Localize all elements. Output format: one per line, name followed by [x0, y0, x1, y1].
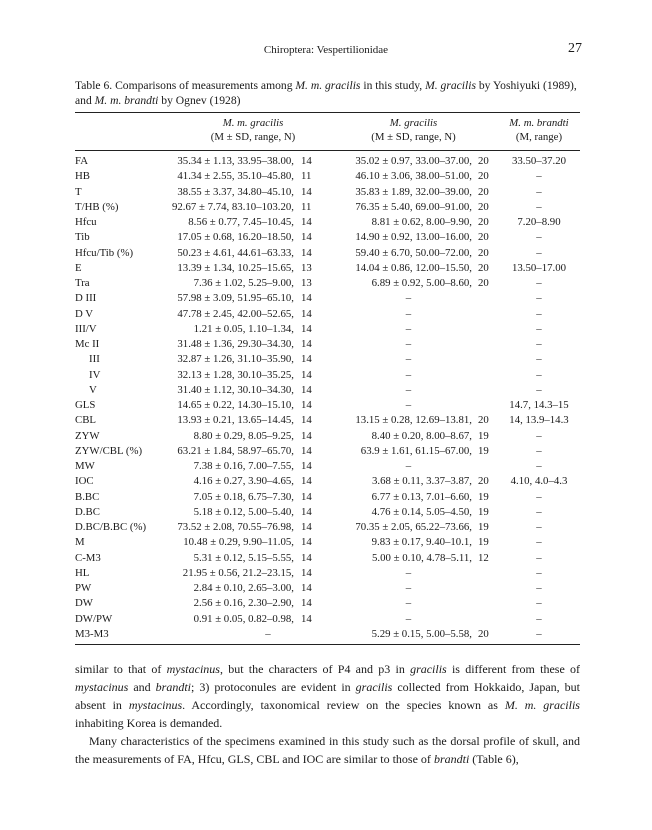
- brandti-value: 4.10, 4.0–4.3: [510, 475, 568, 488]
- row-label: FA: [75, 151, 157, 170]
- gracilis-yoshiyuki-value: –: [405, 383, 412, 396]
- gracilis-yoshiyuki-n: 19: [478, 444, 489, 457]
- gracilis-study-n: 14: [301, 582, 312, 594]
- column-title-gracilis-study: M. m. gracilis: [157, 113, 319, 131]
- table-row: [75, 246, 580, 261]
- gracilis-study-n: 14: [301, 414, 312, 427]
- table-row: [75, 200, 580, 215]
- gracilis-study-n: 14: [301, 368, 312, 381]
- gracilis-study-n: 14: [301, 429, 312, 442]
- caption-taxon-1: M. m. gracilis: [295, 79, 361, 92]
- gracilis-yoshiyuki-n: 20: [474, 627, 498, 645]
- table-row: [75, 185, 580, 200]
- gracilis-study-value: 73.52 ± 2.08, 70.55–76.98,: [177, 521, 294, 533]
- gracilis-study-n: 11: [301, 200, 312, 213]
- text-segment: and: [128, 680, 156, 694]
- gracilis-study-value: 1.21 ± 0.05, 1.10–1.34,: [193, 322, 294, 335]
- gracilis-study-n: 14: [301, 338, 312, 350]
- gracilis-study-n: 14: [301, 292, 312, 305]
- row-label: Tib: [75, 231, 90, 244]
- gracilis-yoshiyuki-n: 20: [478, 277, 489, 289]
- brandti-value: 33.50–37.20: [498, 151, 580, 170]
- row-label: ZYW/CBL (%): [75, 444, 143, 457]
- gracilis-study-value: 57.98 ± 3.09, 51.95–65.10,: [177, 292, 294, 305]
- gracilis-yoshiyuki-value: –: [405, 368, 412, 381]
- gracilis-study-value: 32.13 ± 1.28, 30.10–35.25,: [177, 368, 294, 381]
- row-label: T/HB (%): [75, 200, 119, 213]
- table-row: [75, 398, 580, 413]
- gracilis-study-n: 14: [301, 383, 312, 396]
- gracilis-yoshiyuki-value: 13.15 ± 0.28, 12.69–13.81,: [355, 414, 472, 427]
- caption-taxon-2: M. gracilis: [425, 79, 476, 92]
- caption-mid-1: in this study,: [360, 79, 426, 92]
- text-segment: inhabiting Korea is demanded.: [75, 716, 223, 730]
- caption-tail: by Ognev (1928): [158, 94, 241, 107]
- text-segment: . Accordingly, taxonomical review on the species known as: [182, 698, 505, 712]
- row-label: Hfcu/Tib (%): [75, 246, 134, 259]
- gracilis-study-value: 35.34 ± 1.13, 33.95–38.00,: [157, 151, 297, 170]
- gracilis-yoshiyuki-value: –: [405, 460, 412, 472]
- brandti-value: 14.7, 14.3–15: [509, 399, 569, 411]
- paragraph-1: [75, 660, 580, 732]
- brandti-value: –: [536, 368, 542, 381]
- gracilis-yoshiyuki-n: 19: [478, 490, 489, 503]
- gracilis-yoshiyuki-n: 20: [478, 231, 489, 244]
- table-row: [75, 291, 580, 306]
- table-row: [75, 383, 580, 398]
- brandti-value: –: [536, 322, 542, 335]
- gracilis-study-value: 13.93 ± 0.21, 13.65–14.45,: [177, 414, 294, 427]
- row-label: Hfcu: [75, 216, 97, 228]
- column-sub-gracilis-yoshiyuki: (M ± SD, range, N): [371, 131, 456, 143]
- gracilis-study-n: 13: [301, 261, 312, 274]
- gracilis-study-value: 41.34 ± 2.55, 35.10–45.80,: [177, 170, 294, 183]
- gracilis-study-value: 2.56 ± 0.16, 2.30–2.90,: [193, 597, 294, 610]
- table-row: [75, 596, 580, 611]
- table-row: [75, 230, 580, 245]
- text-segment: similar to that of: [75, 662, 167, 676]
- gracilis-study-n: 13: [301, 277, 312, 289]
- text-segment: is different from these of: [446, 662, 581, 676]
- gracilis-yoshiyuki-n: 20: [478, 185, 489, 198]
- gracilis-yoshiyuki-value: 6.89 ± 0.92, 5.00–8.60,: [371, 277, 472, 289]
- brandti-value: –: [536, 383, 542, 396]
- gracilis-study-value: 7.38 ± 0.16, 7.00–7.55,: [193, 460, 294, 472]
- row-label: T: [75, 185, 82, 198]
- gracilis-yoshiyuki-value: –: [405, 307, 412, 320]
- gracilis-yoshiyuki-value: –: [405, 292, 412, 305]
- gracilis-yoshiyuki-value: 59.40 ± 6.70, 50.00–72.00,: [355, 246, 472, 259]
- row-label: DW: [75, 597, 93, 610]
- table-row: [75, 535, 580, 550]
- gracilis-yoshiyuki-n: 20: [478, 475, 489, 488]
- table-row: [75, 459, 580, 474]
- gracilis-study-value: 5.18 ± 0.12, 5.00–5.40,: [193, 505, 294, 518]
- gracilis-yoshiyuki-n: 19: [478, 429, 489, 442]
- row-label: Tra: [75, 277, 90, 289]
- column-title-gracilis-yoshiyuki: M. gracilis: [319, 113, 498, 131]
- gracilis-study-n: 14: [301, 353, 312, 366]
- gracilis-study-n: 14: [301, 490, 312, 503]
- gracilis-yoshiyuki-value: 8.40 ± 0.20, 8.00–8.67,: [371, 429, 472, 442]
- gracilis-study-value: 50.23 ± 4.61, 44.61–63.33,: [177, 246, 294, 259]
- row-label: M3-M3: [75, 627, 157, 645]
- gracilis-study-n: 14: [301, 536, 312, 549]
- column-title-brandti: M. m. brandti: [498, 113, 580, 131]
- gracilis-yoshiyuki-n: 20: [478, 246, 489, 259]
- gracilis-study-value: 7.36 ± 1.02, 5.25–9.00,: [193, 277, 294, 289]
- row-label: III: [89, 353, 100, 366]
- gracilis-yoshiyuki-value: 3.68 ± 0.11, 3.37–3.87,: [372, 475, 472, 488]
- gracilis-yoshiyuki-value: 35.02 ± 0.97, 33.00–37.00,: [319, 151, 474, 170]
- gracilis-study-value: –: [157, 627, 319, 645]
- brandti-value: –: [536, 231, 542, 244]
- gracilis-study-value: 21.95 ± 0.56, 21.2–23.15,: [182, 566, 294, 579]
- table-row: [75, 474, 580, 489]
- taxon-name: gracilis: [410, 662, 447, 676]
- table-caption: [75, 78, 580, 108]
- page-number: 27: [568, 41, 582, 56]
- gracilis-yoshiyuki-n: 19: [478, 536, 489, 549]
- row-label: HB: [75, 170, 90, 183]
- table-row: [75, 612, 580, 627]
- gracilis-yoshiyuki-value: 70.35 ± 2.05, 65.22–73.66,: [355, 521, 472, 533]
- brandti-value: –: [536, 353, 542, 366]
- brandti-value: –: [536, 429, 542, 442]
- caption-taxon-3: M. m. brandti: [94, 94, 159, 107]
- gracilis-study-value: 2.84 ± 0.10, 2.65–3.00,: [193, 582, 294, 594]
- taxon-name: mystacinus: [128, 698, 183, 712]
- text-segment: collected from Hokkaido, Japan, but absent in: [75, 680, 580, 712]
- gracilis-yoshiyuki-value: –: [405, 566, 412, 579]
- gracilis-study-n: 14: [301, 231, 312, 244]
- gracilis-yoshiyuki-value: –: [405, 353, 412, 366]
- gracilis-study-value: 8.80 ± 0.29, 8.05–9.25,: [193, 429, 294, 442]
- taxon-name: brandti: [433, 752, 470, 766]
- gracilis-yoshiyuki-n: 20: [478, 170, 489, 183]
- table-row: [75, 444, 580, 459]
- caption-lead: Table 6. Comparisons of measurements among: [75, 79, 296, 92]
- brandti-value: –: [536, 521, 542, 533]
- gracilis-study-value: 47.78 ± 2.45, 42.00–52.65,: [177, 307, 294, 320]
- row-label: MW: [75, 460, 95, 472]
- gracilis-study-n: 14: [301, 551, 312, 564]
- gracilis-study-n: 14: [301, 475, 312, 488]
- table-row: [75, 581, 580, 596]
- brandti-value: –: [536, 170, 542, 183]
- gracilis-study-value: 10.48 ± 0.29, 9.90–11.05,: [183, 536, 294, 549]
- row-label: PW: [75, 582, 92, 594]
- gracilis-study-value: 31.40 ± 1.12, 30.10–34.30,: [177, 383, 294, 396]
- brandti-value: 13.50–17.00: [512, 261, 566, 274]
- taxon-name: gracilis: [355, 680, 393, 694]
- taxon-name: brandti: [155, 680, 192, 694]
- row-label: D.BC/B.BC (%): [75, 521, 147, 533]
- gracilis-study-n: 14: [301, 521, 312, 533]
- brandti-value: –: [536, 612, 542, 625]
- row-label: E: [75, 261, 82, 274]
- gracilis-study-n: 14: [301, 460, 312, 472]
- brandti-value: –: [536, 490, 542, 503]
- brandti-value: –: [536, 338, 542, 350]
- paragraph-2: [75, 732, 580, 768]
- gracilis-yoshiyuki-value: –: [405, 597, 412, 610]
- gracilis-study-n: 14: [301, 216, 312, 228]
- gracilis-yoshiyuki-value: –: [405, 582, 412, 594]
- table-row: [75, 490, 580, 505]
- row-label: IV: [89, 368, 101, 381]
- text-segment: (Table 6),: [469, 752, 519, 766]
- gracilis-yoshiyuki-n: 20: [474, 151, 498, 170]
- table-row: [75, 261, 580, 276]
- row-label: III/V: [75, 322, 97, 335]
- gracilis-yoshiyuki-n: 19: [478, 521, 489, 533]
- taxon-name: mystacinus: [75, 680, 129, 694]
- text-segment: Many characteristics of the specimens examined in this study such as the dorsal profile of skull, and the measurements of FA, Hfcu, GLS, CBL and IOC are similar to those of: [75, 734, 580, 766]
- gracilis-study-value: 17.05 ± 0.68, 16.20–18.50,: [177, 231, 294, 244]
- gracilis-yoshiyuki-value: 4.76 ± 0.14, 5.05–4.50,: [371, 505, 472, 518]
- row-label: IOC: [75, 475, 94, 488]
- gracilis-yoshiyuki-value: 5.00 ± 0.10, 4.78–5.11,: [372, 551, 472, 564]
- gracilis-study-n: 14: [301, 185, 312, 198]
- brandti-value: –: [536, 597, 542, 610]
- table-row: [75, 215, 580, 230]
- row-label: V: [89, 383, 97, 396]
- row-label: C-M3: [75, 551, 101, 564]
- measurements-table: [75, 112, 580, 645]
- gracilis-yoshiyuki-value: 8.81 ± 0.62, 8.00–9.90,: [371, 216, 472, 228]
- gracilis-yoshiyuki-value: 35.83 ± 1.89, 32.00–39.00,: [355, 185, 472, 198]
- row-label: D.BC: [75, 505, 100, 518]
- table-row: [75, 337, 580, 352]
- header-blank: [75, 130, 157, 151]
- gracilis-yoshiyuki-value: 14.90 ± 0.92, 13.00–16.00,: [355, 231, 472, 244]
- table-row: [75, 627, 580, 645]
- gracilis-study-n: 14: [301, 505, 312, 518]
- gracilis-study-value: 63.21 ± 1.84, 58.97–65.70,: [177, 444, 294, 457]
- row-label: GLS: [75, 399, 96, 411]
- body-text: [75, 660, 580, 768]
- running-head: Chiroptera: Vespertilionidae: [263, 44, 389, 56]
- brandti-value: –: [536, 185, 542, 198]
- gracilis-yoshiyuki-value: 76.35 ± 5.40, 69.00–91.00,: [355, 200, 472, 213]
- row-label: Mc II: [75, 338, 100, 350]
- table-row: [75, 505, 580, 520]
- gracilis-yoshiyuki-n: 12: [478, 551, 489, 564]
- row-label: M: [75, 536, 85, 549]
- row-label: ZYW: [75, 429, 100, 442]
- gracilis-study-n: 14: [301, 246, 312, 259]
- gracilis-yoshiyuki-value: –: [405, 612, 412, 625]
- brandti-value: –: [536, 566, 542, 579]
- column-sub-brandti: (M, range): [515, 131, 563, 143]
- brandti-value: –: [536, 444, 542, 457]
- brandti-value: –: [536, 551, 542, 564]
- table-row: [75, 520, 580, 535]
- table-row: [75, 169, 580, 184]
- caption-mid-2: by Yoshiyuki (1989), and: [75, 79, 577, 107]
- row-label: DW/PW: [75, 612, 113, 625]
- gracilis-yoshiyuki-value: –: [405, 322, 412, 335]
- brandti-value: –: [536, 200, 542, 213]
- gracilis-yoshiyuki-value: 5.29 ± 0.15, 5.00–5.58,: [319, 627, 474, 645]
- table-row: [75, 551, 580, 566]
- table-body: [75, 151, 580, 645]
- brandti-value: –: [498, 627, 580, 645]
- gracilis-study-value: 8.56 ± 0.77, 7.45–10.45,: [188, 216, 294, 228]
- brandti-value: –: [536, 536, 542, 549]
- gracilis-yoshiyuki-n: 20: [478, 414, 489, 427]
- table-row: [75, 151, 580, 170]
- gracilis-study-n: 14: [301, 612, 312, 625]
- text-segment: ; 3) protoconules are evident in: [191, 680, 356, 694]
- brandti-value: –: [536, 292, 542, 305]
- gracilis-study-value: 32.87 ± 1.26, 31.10–35.90,: [177, 353, 294, 366]
- gracilis-study-n: 14: [301, 566, 312, 579]
- table-row: [75, 322, 580, 337]
- brandti-value: –: [536, 505, 542, 518]
- table-row: [75, 276, 580, 291]
- column-sub-gracilis-study: (M ± SD, range, N): [210, 131, 296, 143]
- gracilis-study-value: 31.48 ± 1.36, 29.30–34.30,: [177, 338, 294, 350]
- table-row: [75, 429, 580, 444]
- taxon-name: mystacinus: [166, 662, 220, 676]
- gracilis-study-n: 14: [301, 444, 312, 457]
- gracilis-study-n: 11: [301, 170, 312, 183]
- table-row: [75, 413, 580, 428]
- gracilis-study-n: 14: [301, 307, 312, 320]
- gracilis-study-n: 14: [301, 399, 312, 411]
- table-row: [75, 352, 580, 367]
- gracilis-study-value: 38.55 ± 3.37, 34.80–45.10,: [177, 185, 294, 198]
- gracilis-study-value: 7.05 ± 0.18, 6.75–7.30,: [193, 490, 294, 503]
- gracilis-yoshiyuki-value: 6.77 ± 0.13, 7.01–6.60,: [371, 490, 472, 503]
- brandti-value: 14, 13.9–14.3: [509, 414, 569, 427]
- row-label: HL: [75, 566, 90, 579]
- gracilis-yoshiyuki-n: 20: [478, 216, 489, 228]
- gracilis-yoshiyuki-value: –: [405, 399, 412, 411]
- gracilis-yoshiyuki-value: –: [405, 338, 412, 350]
- gracilis-study-value: 0.91 ± 0.05, 0.82–0.98,: [193, 612, 294, 625]
- gracilis-study-value: 4.16 ± 0.27, 3.90–4.65,: [193, 475, 294, 488]
- gracilis-yoshiyuki-n: 20: [478, 261, 489, 274]
- header-blank: [75, 113, 157, 131]
- table-row: [75, 566, 580, 581]
- brandti-value: –: [536, 582, 542, 594]
- gracilis-yoshiyuki-value: 46.10 ± 3.06, 38.00–51.00,: [355, 170, 472, 183]
- text-segment: , but the characters of P4 and p3 in: [219, 662, 411, 676]
- row-label: D V: [75, 307, 94, 320]
- table-row: [75, 368, 580, 383]
- brandti-value: –: [536, 277, 542, 289]
- brandti-value: –: [536, 246, 542, 259]
- gracilis-study-n: 14: [297, 151, 319, 170]
- gracilis-study-value: 92.67 ± 7.74, 83.10–103.20,: [172, 200, 294, 213]
- row-label: B.BC: [75, 490, 100, 503]
- gracilis-study-n: 14: [301, 597, 312, 610]
- gracilis-study-value: 13.39 ± 1.34, 10.25–15.65,: [177, 261, 294, 274]
- row-label: D III: [75, 292, 97, 305]
- brandti-value: 7.20–8.90: [517, 216, 561, 228]
- gracilis-study-value: 14.65 ± 0.22, 14.30–15.10,: [177, 399, 294, 411]
- gracilis-yoshiyuki-value: 63.9 ± 1.61, 61.15–67.00,: [360, 444, 472, 457]
- gracilis-yoshiyuki-n: 20: [478, 200, 489, 213]
- gracilis-yoshiyuki-value: 9.83 ± 0.17, 9.40–10.1,: [371, 536, 472, 549]
- gracilis-study-n: 14: [301, 322, 312, 335]
- taxon-name: M. m. gracilis: [504, 698, 580, 712]
- gracilis-yoshiyuki-value: 14.04 ± 0.86, 12.00–15.50,: [355, 261, 472, 274]
- gracilis-yoshiyuki-n: 19: [478, 505, 489, 518]
- brandti-value: –: [536, 460, 542, 472]
- row-label: CBL: [75, 414, 96, 427]
- brandti-value: –: [536, 307, 542, 320]
- gracilis-study-value: 5.31 ± 0.12, 5.15–5.55,: [193, 551, 294, 564]
- table-row: [75, 307, 580, 322]
